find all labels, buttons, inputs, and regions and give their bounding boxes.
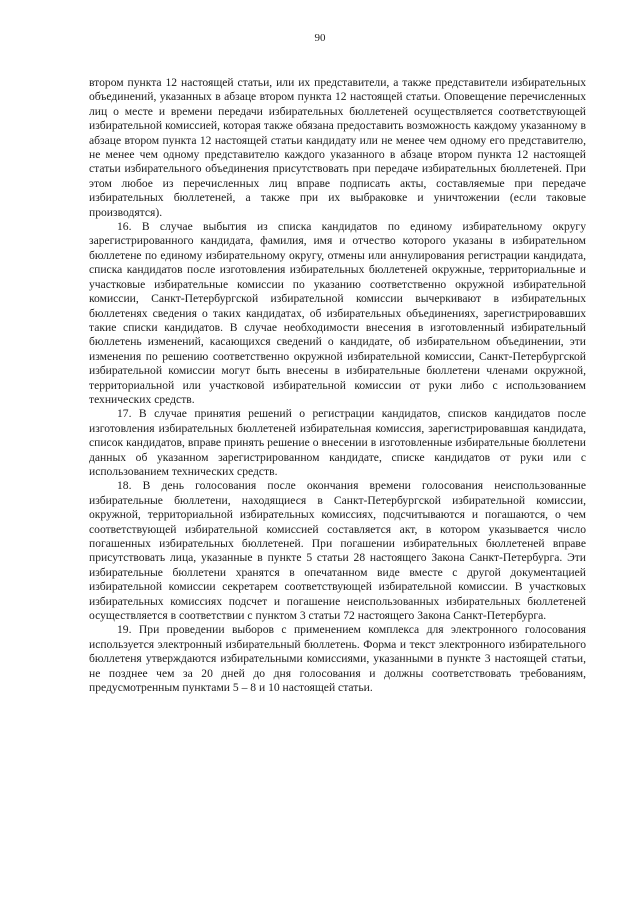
paragraph-item-19: 19. При проведении выборов с применением комплекса для электронного голосования используется электронный избирательный бюллетень. Форма и текст электронного избирательного бюллетеня утверждаются избирательными комиссиями, указанными в пункте 3 настоящей статьи, не позднее чем за 20 дней до дня голосования и должны соответствовать требованиям, предусмотренным пунктами 5 – 8 и 10 настоящей статьи.	[89, 623, 586, 695]
paragraph-continuation: втором пункта 12 настоящей статьи, или их представители, а также представители избирательных объединений, указанных в абзаце втором пункта 12 настоящей статьи. Оповещение перечисленных лиц о месте и времени передачи избирательных бюллетеней осуществляется соответствующей избирательной комиссией, которая также обязана предоставить возможность каждому указанному в абзаце втором пункта 12 настоящей статьи кандидату или не менее чем одному его представителю, не менее чем одному представителю каждого указанного в абзаце втором пункта 12 настоящей статьи избирательного объединения присутствовать при передаче избирательных бюллетеней. При этом любое из перечисленных лиц вправе подписать акты, составляемые при передаче избирательных бюллетеней, а также при их выбраковке и уничтожении (если таковые производятся).	[89, 76, 586, 219]
document-body	[89, 76, 586, 695]
page-number: 90	[314, 32, 326, 44]
paragraph-item-17: 17. В случае принятия решений о регистрации кандидатов, списков кандидатов после изготовления избирательных бюллетеней избирательная комиссия, зарегистрировавшая кандидата, список кандидатов, вправе принять решение о внесении в изготовленные избирательные бюллетени данных об указанном зарегистрированном кандидате, списке кандидатов от руки или с использованием технических средств.	[89, 407, 586, 478]
paragraph-item-16: 16. В случае выбытия из списка кандидатов по единому избирательному округу зарегистрированного кандидата, фамилия, имя и отчество которого указаны в избирательном бюллетене по единому избирательному округу, отмены или аннулирования регистрации кандидата, списка кандидатов после изготовления избирательных бюллетеней окружные, территориальные и участковые избирательные комиссии по указанию соответственно окружной избирательной комиссии, Санкт-Петербургской избирательной комиссии вычеркивают в избирательных бюллетенях сведения о таких кандидатах, об избирательных объединениях, зарегистрировавших такие списки кандидатов. В случае необходимости внесения в изготовленный избирательный бюллетень изменений, касающихся сведений о кандидате, об избирательном объединении, эти изменения по решению соответственно окружной избирательной комиссии, Санкт-Петербургской избирательной комиссии могут быть внесены в избирательные бюллетени членами окружной, территориальной или участковой избирательной комиссии от руки либо с использованием технических средств.	[89, 220, 586, 406]
paragraph-item-18: 18. В день голосования после окончания времени голосования неиспользованные избирательные бюллетени, находящиеся в Санкт-Петербургской избирательной комиссии, окружной, территориальной избирательных комиссиях, подсчитываются и погашаются, о чем соответствующей избирательной комиссией составляется акт, в котором указывается число погашенных избирательных бюллетеней. При погашении избирательных бюллетеней вправе присутствовать лица, указанные в пункте 5 статьи 28 настоящего Закона Санкт-Петербурга. Эти избирательные бюллетени хранятся в опечатанном виде вместе с другой документацией избирательной комиссии секретарем соответствующей избирательной комиссии. В участковых избирательных комиссиях подсчет и погашение неиспользованных избирательных бюллетеней осуществляется в соответствии с пунктом 3 статьи 72 настоящего Закона Санкт-Петербурга.	[89, 479, 586, 623]
